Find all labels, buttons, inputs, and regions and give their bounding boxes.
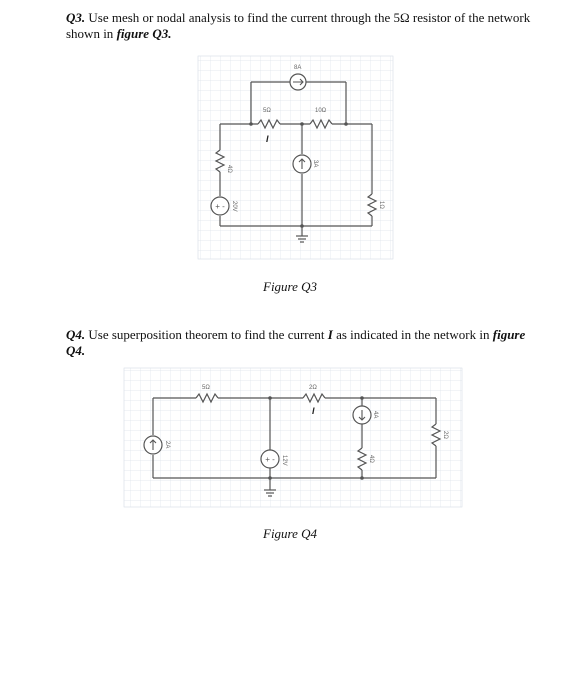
svg-text:+ -: + - [265,455,275,464]
label-4ohm-q4: 4Ω [368,455,374,463]
label-20v-q3: 20V [231,201,237,212]
label-2ohm-q4: 2Ω [309,385,317,391]
label-10ohm-q3: 10Ω [315,108,327,114]
label-8a-q3: 8A [294,65,302,71]
q4-number: Q4. [66,327,86,342]
label-2ohm-right-q4: 2Ω [442,431,448,439]
label-2a-q4: 2A [164,441,170,449]
label-current-i-q3: I [266,134,269,144]
q4-figure-ref: figure Q4. [66,327,526,358]
svg-text:+ -: + - [215,202,225,211]
q4-text-a: Use superposition theorem to find the current [88,327,325,342]
figure-q4-grid [124,368,462,507]
label-1ohm-q3: 1Ω [378,201,384,209]
q3-number: Q3. [66,10,86,25]
q4-text-b: as indicated in the network in [336,327,490,342]
q3-text: Use mesh or nodal analysis to find the current through the 5Ω resistor of the network shown in [66,10,531,41]
q3-figure-ref: figure Q3. [116,26,172,41]
figure-q3-caption: Figure Q3 [263,279,318,294]
label-3a-q3: 3A [312,160,318,168]
label-4ohm-q3: 4Ω [226,165,232,173]
figure-q4-caption: Figure Q4 [263,526,318,541]
q4-current-i: I [327,327,333,342]
label-4a-q4: 4A [372,411,378,419]
label-5ohm-q3: 5Ω [263,108,271,114]
label-12v-q4: 12V [281,455,287,466]
label-current-i-q4: I [312,406,315,416]
question-q4 [66,327,536,359]
label-5ohm-q4: 5Ω [202,385,210,391]
